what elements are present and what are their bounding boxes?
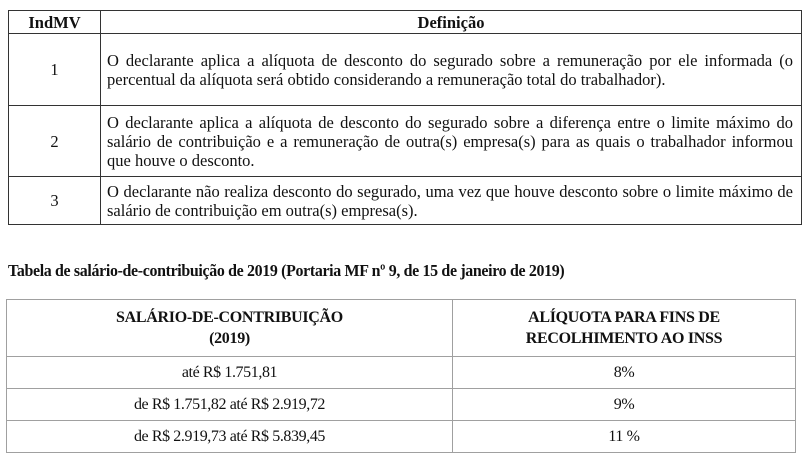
salary-contribution-table (6, 299, 796, 453)
salary-header-rate-line2: RECOLHIMENTO AO INSS (525, 330, 723, 347)
indmv-table (8, 10, 802, 225)
contribution-rate: 9% (453, 389, 796, 421)
salary-table-caption: Tabela de salário-de-contribuição de 2019 (Portaria MF nº 9, de 15 de janeiro de 2019) (8, 261, 565, 280)
indmv-header-row (9, 11, 802, 34)
salary-header-rate (453, 300, 796, 357)
indmv-value: 3 (9, 177, 101, 225)
contribution-rate: 11 % (453, 421, 796, 453)
table-row (7, 357, 796, 389)
indmv-definition: O declarante não realiza desconto do segurado, uma vez que houve desconto sobre o limite máximo de salário de contribuição em outra(s) empresa(s). (101, 177, 802, 225)
contribution-rate: 8% (453, 357, 796, 389)
salary-range: de R$ 2.919,73 até R$ 5.839,45 (7, 421, 453, 453)
indmv-definition: O declarante aplica a alíquota de desconto do segurado sobre a diferença entre o limite máximo do salário de contribuição e a remuneração de outra(s) empresa(s) para as quais o trabalhador informou que houve o desconto. (101, 106, 802, 177)
indmv-definition: O declarante aplica a alíquota de desconto do segurado sobre a remuneração por ele informada (o percentual da alíquota será obtido considerando a remuneração total do trabalhador). (101, 34, 802, 106)
salary-header-row (7, 300, 796, 357)
indmv-value: 2 (9, 106, 101, 177)
salary-header-range-line1: SALÁRIO-DE-CONTRIBUIÇÃO (116, 309, 343, 326)
table-row (7, 421, 796, 453)
salary-range: até R$ 1.751,81 (7, 357, 453, 389)
indmv-value: 1 (9, 34, 101, 106)
table-row (9, 34, 802, 106)
table-row (7, 389, 796, 421)
salary-range: de R$ 1.751,82 até R$ 2.919,72 (7, 389, 453, 421)
indmv-header-ind: IndMV (9, 11, 101, 34)
salary-header-range-line2: (2019) (209, 330, 250, 347)
table-row (9, 106, 802, 177)
indmv-header-definition: Definição (101, 11, 802, 34)
salary-header-range (7, 300, 453, 357)
salary-header-rate-line1: ALÍQUOTA PARA FINS DE (528, 309, 720, 326)
table-row (9, 177, 802, 225)
